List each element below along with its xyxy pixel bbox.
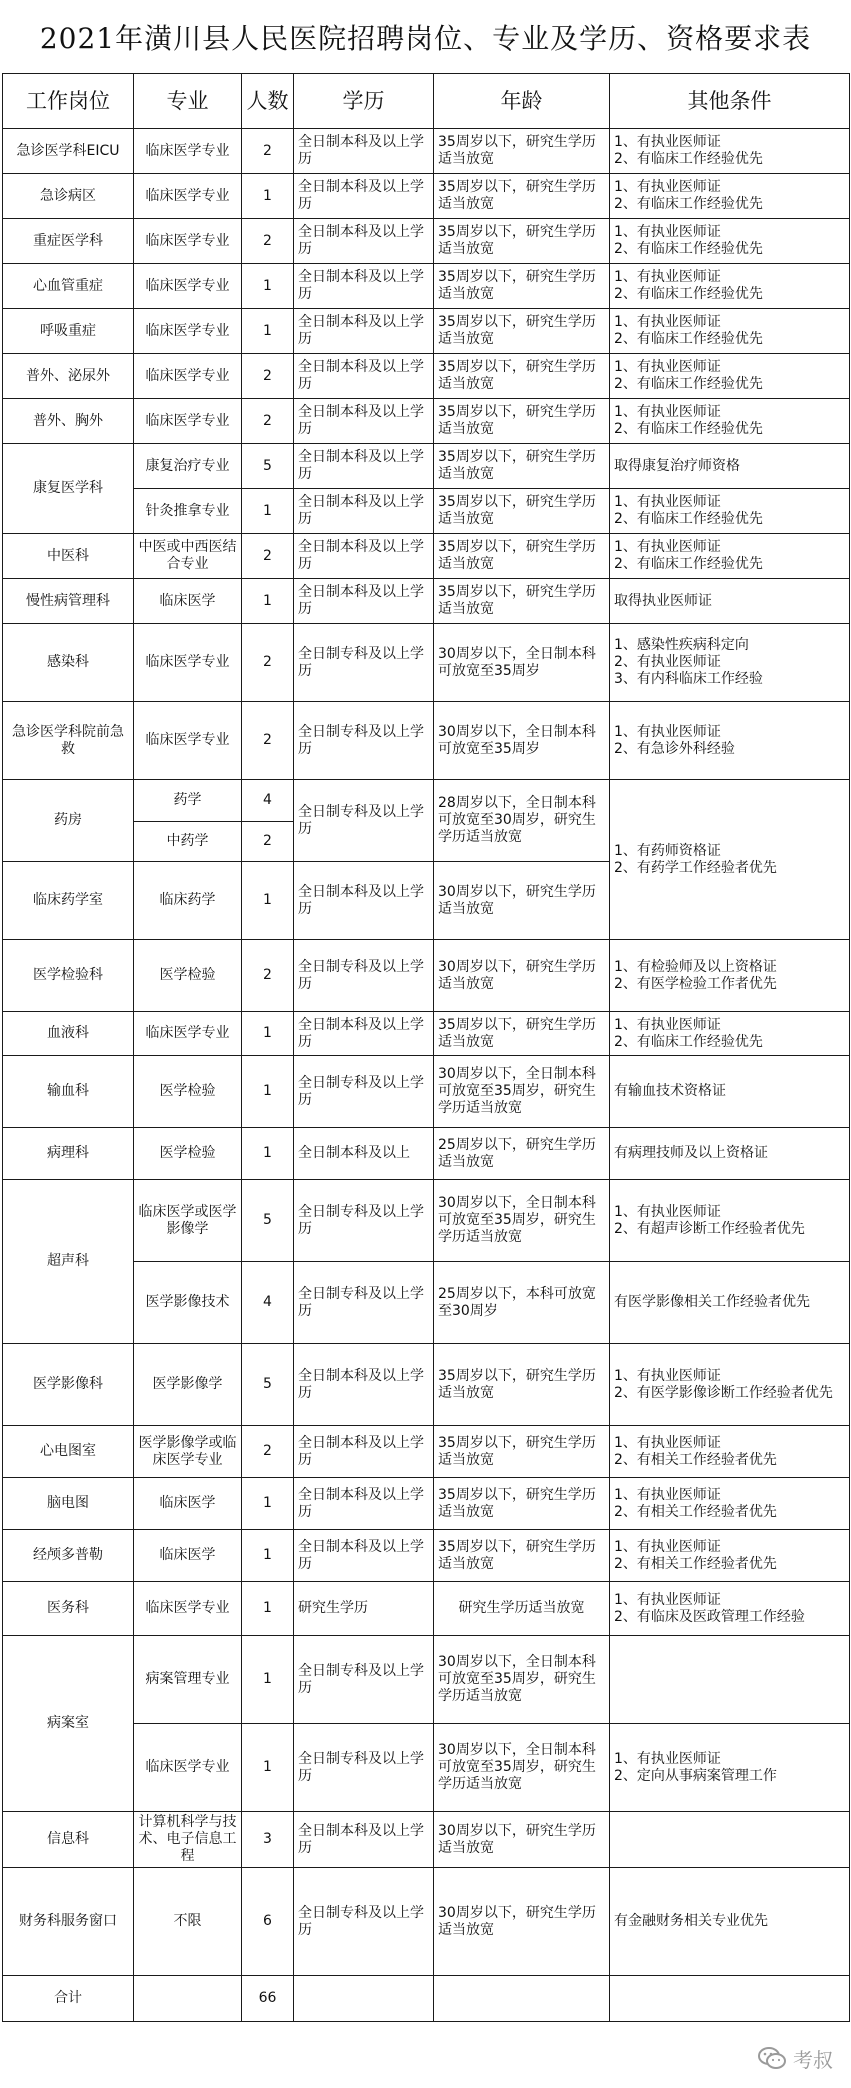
cell-edu: 全日制本科及以上学历 [294, 1344, 434, 1426]
cell-post: 血液科 [3, 1012, 134, 1056]
cell-major: 临床医学专业 [134, 1582, 242, 1636]
cell-age: 35周岁以下，研究生学历适当放宽 [434, 1478, 610, 1530]
cell-other [610, 1636, 850, 1724]
cell-age: 35周岁以下，研究生学历适当放宽 [434, 399, 610, 444]
watermark [757, 2038, 833, 2078]
cell-count: 2 [242, 534, 294, 579]
cell-count: 2 [242, 624, 294, 702]
cell-age: 30周岁以下，研究生学历适当放宽 [434, 1812, 610, 1868]
cell-count: 1 [242, 309, 294, 354]
cell-age: 25周岁以下，研究生学历适当放宽 [434, 1128, 610, 1180]
cell-major: 康复治疗专业 [134, 444, 242, 489]
cell-count: 2 [242, 702, 294, 780]
cell-edu: 全日制专科及以上学历 [294, 1868, 434, 1976]
cell-edu: 全日制本科及以上学历 [294, 444, 434, 489]
cell-other: 有病理技师及以上资格证 [610, 1128, 850, 1180]
cell-edu: 全日制本科及以上学历 [294, 309, 434, 354]
cell-post: 急诊医学科院前急救 [3, 702, 134, 780]
cell-other: 1、有执业医师证 2、有相关工作经验者优先 [610, 1478, 850, 1530]
cell-edu: 全日制本科及以上学历 [294, 862, 434, 940]
cell-major: 药学 [134, 780, 242, 822]
cell-major: 临床医学 [134, 1478, 242, 1530]
cell-edu: 全日制本科及以上学历 [294, 399, 434, 444]
cell-other: 有医学影像相关工作经验者优先 [610, 1262, 850, 1344]
cell-count: 2 [242, 354, 294, 399]
cell-post: 输血科 [3, 1056, 134, 1128]
cell-count: 2 [242, 1426, 294, 1478]
cell-major: 临床医学 [134, 579, 242, 624]
cell-age: 30周岁以下，研究生学历适当放宽 [434, 862, 610, 940]
cell-other: 1、有执业医师证 2、有临床工作经验优先 [610, 534, 850, 579]
cell-count: 6 [242, 1868, 294, 1976]
total-row [3, 1976, 850, 2022]
cell-other: 1、有药师资格证 2、有药学工作经验者优先 [610, 780, 850, 940]
cell-age: 35周岁以下，研究生学历适当放宽 [434, 174, 610, 219]
cell-edu: 全日制专科及以上学历 [294, 624, 434, 702]
cell-major: 临床医学 [134, 1530, 242, 1582]
cell-count: 2 [242, 219, 294, 264]
cell-edu: 全日制本科及以上学历 [294, 354, 434, 399]
cell-age: 35周岁以下，研究生学历适当放宽 [434, 579, 610, 624]
cell-major: 中药学 [134, 822, 242, 862]
total-age-cell [434, 1976, 610, 2022]
total-other-cell [610, 1976, 850, 2022]
cell-count: 1 [242, 579, 294, 624]
table-row [3, 444, 850, 489]
cell-edu: 全日制本科及以上学历 [294, 1478, 434, 1530]
cell-edu: 全日制专科及以上学历 [294, 1636, 434, 1724]
cell-edu: 全日制本科及以上学历 [294, 1012, 434, 1056]
page-title: 2021年潢川县人民医院招聘岗位、专业及学历、资格要求表 [39, 21, 812, 55]
table-row [3, 1012, 850, 1056]
table-row [3, 579, 850, 624]
table-row [3, 702, 850, 780]
cell-post: 财务科服务窗口 [3, 1868, 134, 1976]
cell-age: 30周岁以下，全日制本科可放宽至35周岁 [434, 702, 610, 780]
table-row [3, 1868, 850, 1976]
table-row [3, 1180, 850, 1262]
table-row [3, 1344, 850, 1426]
table-row [3, 1426, 850, 1478]
header-post: 工作岗位 [3, 74, 134, 129]
cell-major: 病案管理专业 [134, 1636, 242, 1724]
cell-major: 临床医学专业 [134, 309, 242, 354]
cell-post: 临床药学室 [3, 862, 134, 940]
cell-major: 临床医学专业 [134, 174, 242, 219]
cell-age: 30周岁以下，全日制本科可放宽至35周岁，研究生学历适当放宽 [434, 1056, 610, 1128]
table-row [3, 399, 850, 444]
table-row [3, 1056, 850, 1128]
cell-post: 超声科 [3, 1180, 134, 1344]
cell-other: 1、感染性疾病科定向 2、有执业医师证 3、有内科临床工作经验 [610, 624, 850, 702]
table-row [3, 354, 850, 399]
cell-other: 1、有执业医师证 2、有临床及医政管理工作经验 [610, 1582, 850, 1636]
cell-major: 临床医学专业 [134, 624, 242, 702]
cell-post: 急诊病区 [3, 174, 134, 219]
header-major: 专业 [134, 74, 242, 129]
cell-edu: 全日制专科及以上学历 [294, 1056, 434, 1128]
cell-major: 临床医学专业 [134, 219, 242, 264]
cell-count: 1 [242, 264, 294, 309]
cell-other: 1、有执业医师证 2、有临床工作经验优先 [610, 129, 850, 174]
cell-age: 30周岁以下，研究生学历适当放宽 [434, 1868, 610, 1976]
cell-major: 医学检验 [134, 1128, 242, 1180]
table-row [3, 940, 850, 1012]
total-label: 合计 [3, 1976, 134, 2022]
cell-major: 临床医学专业 [134, 129, 242, 174]
cell-other: 1、有执业医师证 2、有临床工作经验优先 [610, 1012, 850, 1056]
cell-major: 中医或中西医结合专业 [134, 534, 242, 579]
header-age: 年龄 [434, 74, 610, 129]
cell-major: 临床医学专业 [134, 702, 242, 780]
cell-major: 针灸推拿专业 [134, 489, 242, 534]
cell-other: 1、有执业医师证 2、有临床工作经验优先 [610, 219, 850, 264]
cell-edu: 全日制专科及以上学历 [294, 1724, 434, 1812]
cell-age: 35周岁以下，研究生学历适当放宽 [434, 489, 610, 534]
cell-count: 5 [242, 444, 294, 489]
cell-count: 3 [242, 1812, 294, 1868]
cell-count: 1 [242, 489, 294, 534]
cell-post: 信息科 [3, 1812, 134, 1868]
cell-age: 35周岁以下，研究生学历适当放宽 [434, 309, 610, 354]
table-row [3, 1582, 850, 1636]
cell-age: 35周岁以下，研究生学历适当放宽 [434, 264, 610, 309]
cell-major: 临床药学 [134, 862, 242, 940]
cell-age: 35周岁以下，研究生学历适当放宽 [434, 1426, 610, 1478]
cell-post: 康复医学科 [3, 444, 134, 534]
cell-count: 1 [242, 1478, 294, 1530]
cell-age: 30周岁以下，全日制本科可放宽至35周岁 [434, 624, 610, 702]
table-row [3, 780, 850, 822]
cell-other: 1、有执业医师证 2、有临床工作经验优先 [610, 264, 850, 309]
cell-edu: 全日制本科及以上学历 [294, 579, 434, 624]
cell-count: 1 [242, 1582, 294, 1636]
cell-major: 医学影像学 [134, 1344, 242, 1426]
cell-post: 中医科 [3, 534, 134, 579]
cell-post: 医学影像科 [3, 1344, 134, 1426]
cell-count: 1 [242, 1724, 294, 1812]
header-other: 其他条件 [610, 74, 850, 129]
cell-age: 30周岁以下，研究生学历适当放宽 [434, 940, 610, 1012]
table-row [3, 1812, 850, 1868]
cell-major: 临床医学专业 [134, 399, 242, 444]
table-body [3, 129, 850, 1976]
cell-post: 慢性病管理科 [3, 579, 134, 624]
cell-major: 临床医学专业 [134, 264, 242, 309]
cell-count: 2 [242, 129, 294, 174]
table-row [3, 1128, 850, 1180]
cell-age: 28周岁以下，全日制本科可放宽至30周岁，研究生学历适当放宽 [434, 780, 610, 862]
cell-post: 心血管重症 [3, 264, 134, 309]
cell-other: 1、有执业医师证 2、有临床工作经验优先 [610, 174, 850, 219]
table-row [3, 624, 850, 702]
cell-other: 取得执业医师证 [610, 579, 850, 624]
cell-other: 1、有执业医师证 2、有临床工作经验优先 [610, 399, 850, 444]
cell-other: 取得康复治疗师资格 [610, 444, 850, 489]
cell-other: 有金融财务相关专业优先 [610, 1868, 850, 1976]
cell-major: 临床医学专业 [134, 1012, 242, 1056]
cell-edu: 全日制本科及以上学历 [294, 489, 434, 534]
header-row [3, 74, 850, 129]
table-row [3, 1636, 850, 1724]
table-row [3, 1530, 850, 1582]
cell-major: 不限 [134, 1868, 242, 1976]
cell-post: 急诊医学科EICU [3, 129, 134, 174]
table-row [3, 534, 850, 579]
cell-count: 1 [242, 1056, 294, 1128]
cell-other: 1、有执业医师证 2、有临床工作经验优先 [610, 489, 850, 534]
cell-edu: 全日制专科及以上学历 [294, 1180, 434, 1262]
cell-other: 1、有执业医师证 2、有超声诊断工作经验者优先 [610, 1180, 850, 1262]
cell-post: 普外、胸外 [3, 399, 134, 444]
total-count: 66 [242, 1976, 294, 2022]
cell-edu: 全日制本科及以上学历 [294, 534, 434, 579]
cell-age: 25周岁以下，本科可放宽至30周岁 [434, 1262, 610, 1344]
cell-major: 医学影像技术 [134, 1262, 242, 1344]
cell-age: 35周岁以下，研究生学历适当放宽 [434, 444, 610, 489]
cell-other: 1、有执业医师证 2、有相关工作经验者优先 [610, 1426, 850, 1478]
cell-count: 1 [242, 1012, 294, 1056]
table-row [3, 1478, 850, 1530]
header-count: 人数 [242, 74, 294, 129]
cell-major: 医学检验 [134, 1056, 242, 1128]
table-row [3, 219, 850, 264]
recruitment-table [2, 73, 850, 2022]
cell-count: 1 [242, 1636, 294, 1724]
cell-count: 2 [242, 822, 294, 862]
cell-age: 30周岁以下，全日制本科可放宽至35周岁，研究生学历适当放宽 [434, 1724, 610, 1812]
cell-edu: 全日制本科及以上 [294, 1128, 434, 1180]
cell-count: 1 [242, 1128, 294, 1180]
cell-age: 35周岁以下，研究生学历适当放宽 [434, 1012, 610, 1056]
cell-post: 医务科 [3, 1582, 134, 1636]
cell-count: 4 [242, 780, 294, 822]
cell-age: 研究生学历适当放宽 [434, 1582, 610, 1636]
table-row [3, 309, 850, 354]
wechat-icon [757, 2045, 787, 2071]
cell-count: 2 [242, 399, 294, 444]
cell-other: 1、有执业医师证 2、有急诊外科经验 [610, 702, 850, 780]
cell-count: 1 [242, 174, 294, 219]
header-edu: 学历 [294, 74, 434, 129]
cell-other [610, 1812, 850, 1868]
cell-major: 医学影像学或临床医学专业 [134, 1426, 242, 1478]
cell-other: 1、有检验师及以上资格证 2、有医学检验工作者优先 [610, 940, 850, 1012]
cell-major: 医学检验 [134, 940, 242, 1012]
cell-age: 35周岁以下，研究生学历适当放宽 [434, 1530, 610, 1582]
cell-post: 经颅多普勒 [3, 1530, 134, 1582]
cell-edu: 全日制专科及以上学历 [294, 702, 434, 780]
cell-post: 重症医学科 [3, 219, 134, 264]
cell-post: 脑电图 [3, 1478, 134, 1530]
cell-edu: 全日制本科及以上学历 [294, 1812, 434, 1868]
cell-post: 药房 [3, 780, 134, 862]
cell-post: 感染科 [3, 624, 134, 702]
cell-other: 1、有执业医师证 2、有相关工作经验者优先 [610, 1530, 850, 1582]
total-edu-cell [294, 1976, 434, 2022]
cell-edu: 全日制专科及以上学历 [294, 1262, 434, 1344]
cell-major: 临床医学专业 [134, 354, 242, 399]
cell-other: 1、有执业医师证 2、有临床工作经验优先 [610, 354, 850, 399]
cell-count: 1 [242, 862, 294, 940]
cell-age: 35周岁以下，研究生学历适当放宽 [434, 354, 610, 399]
cell-other: 有输血技术资格证 [610, 1056, 850, 1128]
cell-post: 普外、泌尿外 [3, 354, 134, 399]
cell-age: 30周岁以下，全日制本科可放宽至35周岁，研究生学历适当放宽 [434, 1636, 610, 1724]
cell-age: 35周岁以下，研究生学历适当放宽 [434, 1344, 610, 1426]
cell-edu: 全日制本科及以上学历 [294, 1426, 434, 1478]
cell-edu: 全日制本科及以上学历 [294, 129, 434, 174]
table-row [3, 174, 850, 219]
cell-edu: 全日制专科及以上学历 [294, 780, 434, 862]
cell-post: 呼吸重症 [3, 309, 134, 354]
cell-age: 35周岁以下，研究生学历适当放宽 [434, 129, 610, 174]
cell-edu: 全日制本科及以上学历 [294, 174, 434, 219]
cell-edu: 研究生学历 [294, 1582, 434, 1636]
total-major-cell [134, 1976, 242, 2022]
table-row [3, 129, 850, 174]
cell-other: 1、有执业医师证 2、有医学影像诊断工作经验者优先 [610, 1344, 850, 1426]
cell-other: 1、有执业医师证 2、有临床工作经验优先 [610, 309, 850, 354]
cell-other: 1、有执业医师证 2、定向从事病案管理工作 [610, 1724, 850, 1812]
cell-post: 病理科 [3, 1128, 134, 1180]
cell-edu: 全日制本科及以上学历 [294, 264, 434, 309]
cell-count: 2 [242, 940, 294, 1012]
cell-count: 5 [242, 1344, 294, 1426]
cell-count: 5 [242, 1180, 294, 1262]
cell-post: 心电图室 [3, 1426, 134, 1478]
cell-edu: 全日制专科及以上学历 [294, 940, 434, 1012]
table-row [3, 264, 850, 309]
cell-post: 病案室 [3, 1636, 134, 1812]
cell-edu: 全日制本科及以上学历 [294, 219, 434, 264]
cell-major: 计算机科学与技术、电子信息工程 [134, 1812, 242, 1868]
cell-count: 4 [242, 1262, 294, 1344]
cell-edu: 全日制本科及以上学历 [294, 1530, 434, 1582]
cell-major: 临床医学专业 [134, 1724, 242, 1812]
cell-age: 30周岁以下，全日制本科可放宽至35周岁，研究生学历适当放宽 [434, 1180, 610, 1262]
cell-age: 35周岁以下，研究生学历适当放宽 [434, 219, 610, 264]
cell-major: 临床医学或医学影像学 [134, 1180, 242, 1262]
cell-post: 医学检验科 [3, 940, 134, 1012]
cell-count: 1 [242, 1530, 294, 1582]
watermark-text: 考叔 [793, 2047, 833, 2072]
cell-age: 35周岁以下，研究生学历适当放宽 [434, 534, 610, 579]
